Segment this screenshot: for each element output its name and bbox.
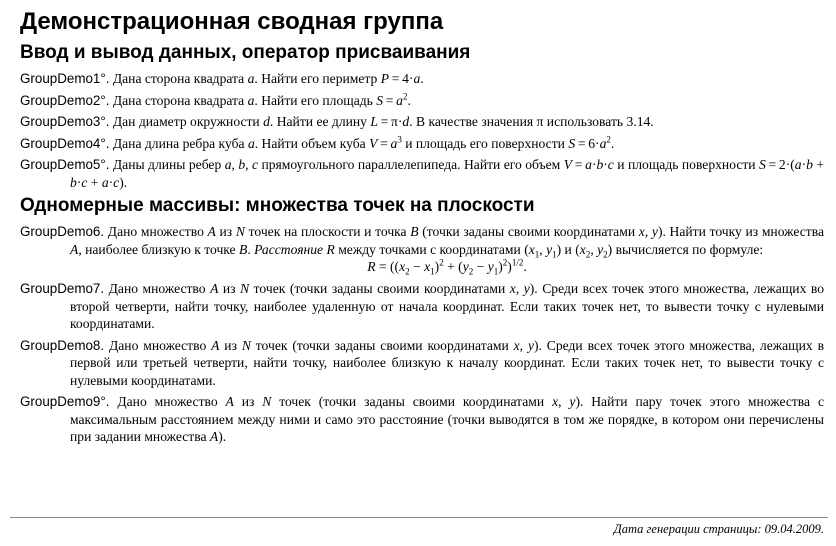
section-arrays: [20, 195, 824, 446]
distance-formula: $R = ((x_2 - x_1)^2 + (y_2 - y_1)^2)^{1/2}$.: [367, 257, 527, 277]
task-item: [20, 156, 824, 191]
task-item: [20, 393, 824, 446]
task-id: GroupDemo5°.: [20, 157, 110, 172]
task-id: GroupDemo4°.: [20, 135, 110, 151]
task-id: GroupDemo9°.: [20, 394, 110, 409]
task-text: Дано множество A из N точек на плоскости и точка B (точки заданы своими координатами x, y). Найти точку из множества A, наиболее близкую к точке B. Расстояние R между точками с координатами ($x_1$, $y_1$) и ($x_2$, $y_2$) вычисляется по формуле:: [70, 224, 824, 260]
section-heading-arrays: Одномерные массивы: множества точек на плоскости: [20, 195, 535, 216]
task-text: Даны длины ребер a, b, c прямоугольного параллелепипеда. Найти его объем V = a·b·c и площадь поверхности S = 2·(a·b + b·c + a·c).: [70, 157, 825, 190]
task-text: Дана сторона квадрата a. Найти его площадь $S = a^2$.: [112, 90, 411, 108]
task-item: [20, 92, 824, 110]
task-text: Дано множество A из N точек (точки заданы своими координатами x, y). Среди всех точек этого множества, лежащих в первой или третьей четверти, найти точку, наиболее близкую к началу координат. Если таких точек нет, то вывести точку с нулевыми координатами.: [70, 337, 824, 388]
task-text: Дано множество A из N точек (точки заданы своими координатами x, y). Среди всех точек этого множества, лежащих во второй четверти, найти точку, наиболее удаленную от начала координат. Если таких точек нет, то вывести точку с нулевыми координатами.: [70, 281, 825, 331]
task-id: GroupDemo1°.: [20, 71, 110, 86]
task-id: GroupDemo8.: [20, 337, 105, 353]
task-text: Дано множество A из N точек (точки заданы своими координатами x, y). Найти пару точек этого множества с максимальным расстоянием между ними и само это расстояние (точки выводятся в том же порядке, в котором они перечислены при задании множества A).: [70, 394, 824, 444]
task-text: Дана сторона квадрата a. Найти его периметр P = 4·a.: [112, 71, 424, 86]
task-text: Дан диаметр окружности d. Найти ее длину L = π·d. В качестве значения π использовать 3.14.: [112, 114, 654, 129]
task-item: [20, 223, 824, 276]
task-item: [20, 337, 824, 390]
task-id: GroupDemo3°.: [20, 114, 110, 129]
task-text: Дана длина ребра куба a. Найти объем куба $V = a^3$ и площадь его поверхности $S = 6\cdot a^2$.: [112, 133, 615, 151]
page-title: Демонстрационная сводная группа: [20, 8, 444, 35]
task-id: GroupDemo6.: [20, 224, 105, 239]
task-item: [20, 113, 824, 131]
section-heading-io: Ввод и вывод данных, оператор присваивания: [20, 42, 471, 63]
task-item: [20, 280, 824, 333]
section-io: [20, 42, 824, 191]
task-id: GroupDemo7.: [20, 281, 105, 296]
task-id: GroupDemo2°.: [20, 92, 110, 108]
footer-divider: [10, 517, 828, 518]
task-item: [20, 135, 824, 153]
generation-date: Дата генерации страницы: 09.04.2009.: [613, 522, 824, 536]
task-item: [20, 70, 824, 88]
